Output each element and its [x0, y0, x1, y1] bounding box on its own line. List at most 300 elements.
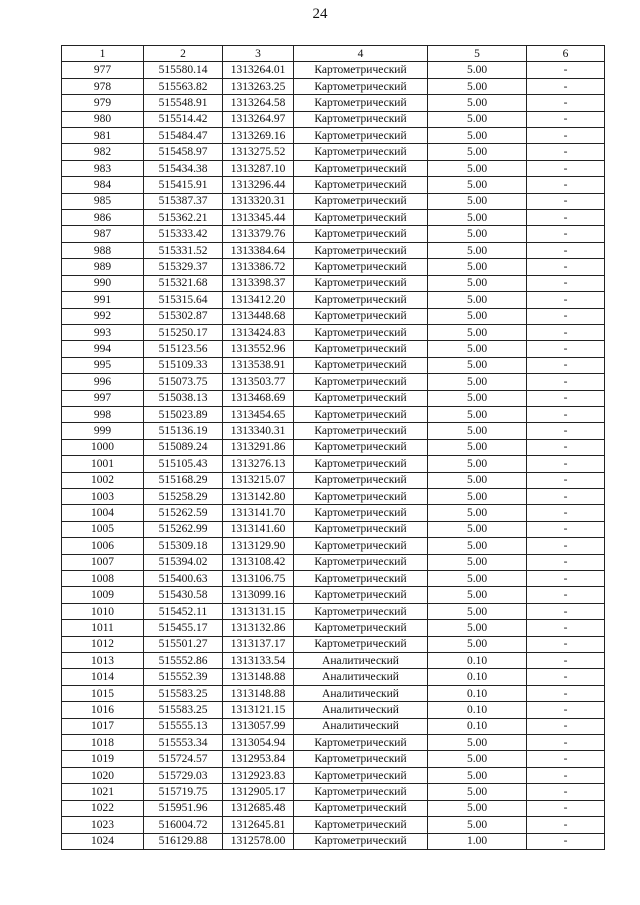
point-number-cell: 994	[62, 341, 144, 357]
table-row	[62, 390, 605, 406]
x-coordinate-cell: 515434.38	[144, 160, 223, 176]
page-number: 24	[312, 6, 328, 22]
description-cell: -	[527, 571, 605, 587]
point-number-cell: 1004	[62, 505, 144, 521]
point-number-cell: 1000	[62, 439, 144, 455]
table-row	[62, 620, 605, 636]
method-cell: Аналитический	[294, 669, 428, 685]
table-row	[62, 242, 605, 258]
x-coordinate-cell: 515315.64	[144, 292, 223, 308]
method-cell: Картометрический	[294, 472, 428, 488]
description-cell: -	[527, 390, 605, 406]
y-coordinate-cell: 1313276.13	[223, 456, 294, 472]
table-body	[62, 62, 605, 850]
accuracy-cell: 5.00	[428, 784, 527, 800]
method-cell: Картометрический	[294, 538, 428, 554]
y-coordinate-cell: 1313121.15	[223, 702, 294, 718]
table-row	[62, 603, 605, 619]
point-number-cell: 985	[62, 193, 144, 209]
method-cell: Картометрический	[294, 800, 428, 816]
table-row	[62, 439, 605, 455]
x-coordinate-cell: 515362.21	[144, 210, 223, 226]
accuracy-cell: 5.00	[428, 275, 527, 291]
point-number-cell: 983	[62, 160, 144, 176]
description-cell: -	[527, 226, 605, 242]
point-number-cell: 1003	[62, 488, 144, 504]
y-coordinate-cell: 1313264.01	[223, 62, 294, 78]
accuracy-cell: 5.00	[428, 571, 527, 587]
description-cell: -	[527, 653, 605, 669]
method-cell: Картометрический	[294, 226, 428, 242]
column-header: 4	[294, 46, 428, 62]
description-cell: -	[527, 406, 605, 422]
accuracy-cell: 5.00	[428, 472, 527, 488]
accuracy-cell: 5.00	[428, 357, 527, 373]
point-number-cell: 999	[62, 423, 144, 439]
description-cell: -	[527, 193, 605, 209]
accuracy-cell: 5.00	[428, 95, 527, 111]
point-number-cell: 1011	[62, 620, 144, 636]
point-number-cell: 1007	[62, 554, 144, 570]
point-number-cell: 1018	[62, 735, 144, 751]
x-coordinate-cell: 515400.63	[144, 571, 223, 587]
y-coordinate-cell: 1313379.76	[223, 226, 294, 242]
x-coordinate-cell: 515123.56	[144, 341, 223, 357]
point-number-cell: 1013	[62, 653, 144, 669]
table-row	[62, 784, 605, 800]
x-coordinate-cell: 515329.37	[144, 259, 223, 275]
point-number-cell: 1010	[62, 603, 144, 619]
x-coordinate-cell: 515333.42	[144, 226, 223, 242]
accuracy-cell: 5.00	[428, 488, 527, 504]
point-number-cell: 1014	[62, 669, 144, 685]
y-coordinate-cell: 1313345.44	[223, 210, 294, 226]
x-coordinate-cell: 515109.33	[144, 357, 223, 373]
description-cell: -	[527, 259, 605, 275]
table-row	[62, 62, 605, 78]
description-cell: -	[527, 603, 605, 619]
point-number-cell: 1017	[62, 718, 144, 734]
accuracy-cell: 5.00	[428, 505, 527, 521]
description-cell: -	[527, 685, 605, 701]
x-coordinate-cell: 515430.58	[144, 587, 223, 603]
x-coordinate-cell: 515563.82	[144, 78, 223, 94]
method-cell: Картометрический	[294, 242, 428, 258]
x-coordinate-cell: 515258.29	[144, 488, 223, 504]
point-number-cell: 1019	[62, 751, 144, 767]
accuracy-cell: 5.00	[428, 390, 527, 406]
x-coordinate-cell: 515555.13	[144, 718, 223, 734]
point-number-cell: 1009	[62, 587, 144, 603]
accuracy-cell: 5.00	[428, 292, 527, 308]
x-coordinate-cell: 515331.52	[144, 242, 223, 258]
description-cell: -	[527, 128, 605, 144]
point-number-cell: 1021	[62, 784, 144, 800]
x-coordinate-cell: 515580.14	[144, 62, 223, 78]
description-cell: -	[527, 620, 605, 636]
description-cell: -	[527, 636, 605, 652]
x-coordinate-cell: 515262.99	[144, 521, 223, 537]
x-coordinate-cell: 515553.34	[144, 735, 223, 751]
table-row	[62, 193, 605, 209]
y-coordinate-cell: 1313142.80	[223, 488, 294, 504]
point-number-cell: 979	[62, 95, 144, 111]
method-cell: Аналитический	[294, 653, 428, 669]
point-number-cell: 1015	[62, 685, 144, 701]
y-coordinate-cell: 1313275.52	[223, 144, 294, 160]
x-coordinate-cell: 515394.02	[144, 554, 223, 570]
y-coordinate-cell: 1313129.90	[223, 538, 294, 554]
method-cell: Картометрический	[294, 406, 428, 422]
description-cell: -	[527, 669, 605, 685]
table-row	[62, 538, 605, 554]
point-number-cell: 998	[62, 406, 144, 422]
point-number-cell: 1020	[62, 767, 144, 783]
accuracy-cell: 5.00	[428, 62, 527, 78]
accuracy-cell: 5.00	[428, 144, 527, 160]
point-number-cell: 1002	[62, 472, 144, 488]
table-row	[62, 423, 605, 439]
method-cell: Картометрический	[294, 62, 428, 78]
table-row	[62, 767, 605, 783]
point-number-cell: 988	[62, 242, 144, 258]
accuracy-cell: 5.00	[428, 521, 527, 537]
y-coordinate-cell: 1313108.42	[223, 554, 294, 570]
point-number-cell: 1008	[62, 571, 144, 587]
point-number-cell: 995	[62, 357, 144, 373]
description-cell: -	[527, 144, 605, 160]
y-coordinate-cell: 1312953.84	[223, 751, 294, 767]
method-cell: Картометрический	[294, 259, 428, 275]
method-cell: Картометрический	[294, 308, 428, 324]
column-header: 6	[527, 46, 605, 62]
description-cell: -	[527, 341, 605, 357]
x-coordinate-cell: 515724.57	[144, 751, 223, 767]
x-coordinate-cell: 516129.88	[144, 833, 223, 849]
x-coordinate-cell: 515136.19	[144, 423, 223, 439]
y-coordinate-cell: 1313552.96	[223, 341, 294, 357]
y-coordinate-cell: 1313148.88	[223, 669, 294, 685]
x-coordinate-cell: 516004.72	[144, 817, 223, 833]
method-cell: Картометрический	[294, 374, 428, 390]
x-coordinate-cell: 515455.17	[144, 620, 223, 636]
method-cell: Картометрический	[294, 603, 428, 619]
x-coordinate-cell: 515302.87	[144, 308, 223, 324]
description-cell: -	[527, 587, 605, 603]
point-number-cell: 1012	[62, 636, 144, 652]
method-cell: Картометрический	[294, 767, 428, 783]
table-row	[62, 95, 605, 111]
description-cell: -	[527, 751, 605, 767]
table-row	[62, 210, 605, 226]
point-number-cell: 996	[62, 374, 144, 390]
table-row	[62, 735, 605, 751]
table-row	[62, 78, 605, 94]
y-coordinate-cell: 1313137.17	[223, 636, 294, 652]
description-cell: -	[527, 423, 605, 439]
coordinates-table	[61, 45, 605, 850]
table-row	[62, 521, 605, 537]
method-cell: Картометрический	[294, 111, 428, 127]
method-cell: Картометрический	[294, 587, 428, 603]
y-coordinate-cell: 1313386.72	[223, 259, 294, 275]
x-coordinate-cell: 515262.59	[144, 505, 223, 521]
x-coordinate-cell: 515729.03	[144, 767, 223, 783]
method-cell: Картометрический	[294, 275, 428, 291]
table-row	[62, 571, 605, 587]
method-cell: Картометрический	[294, 505, 428, 521]
table-row	[62, 751, 605, 767]
table-row	[62, 160, 605, 176]
y-coordinate-cell: 1313296.44	[223, 177, 294, 193]
method-cell: Картометрический	[294, 128, 428, 144]
table-row	[62, 800, 605, 816]
point-number-cell: 992	[62, 308, 144, 324]
point-number-cell: 991	[62, 292, 144, 308]
table-row	[62, 488, 605, 504]
y-coordinate-cell: 1312923.83	[223, 767, 294, 783]
description-cell: -	[527, 488, 605, 504]
accuracy-cell: 5.00	[428, 128, 527, 144]
accuracy-cell: 5.00	[428, 423, 527, 439]
x-coordinate-cell: 515105.43	[144, 456, 223, 472]
accuracy-cell: 5.00	[428, 341, 527, 357]
table-row	[62, 636, 605, 652]
column-header: 1	[62, 46, 144, 62]
y-coordinate-cell: 1313131.15	[223, 603, 294, 619]
point-number-cell: 978	[62, 78, 144, 94]
x-coordinate-cell: 515250.17	[144, 324, 223, 340]
y-coordinate-cell: 1313384.64	[223, 242, 294, 258]
description-cell: -	[527, 374, 605, 390]
table-row	[62, 144, 605, 160]
table-row	[62, 275, 605, 291]
table-row	[62, 177, 605, 193]
description-cell: -	[527, 242, 605, 258]
y-coordinate-cell: 1313054.94	[223, 735, 294, 751]
x-coordinate-cell: 515038.13	[144, 390, 223, 406]
description-cell: -	[527, 784, 605, 800]
column-header: 5	[428, 46, 527, 62]
accuracy-cell: 1.00	[428, 833, 527, 849]
accuracy-cell: 5.00	[428, 242, 527, 258]
y-coordinate-cell: 1313287.10	[223, 160, 294, 176]
column-header: 2	[144, 46, 223, 62]
accuracy-cell: 5.00	[428, 406, 527, 422]
x-coordinate-cell: 515552.86	[144, 653, 223, 669]
method-cell: Картометрический	[294, 554, 428, 570]
x-coordinate-cell: 515168.29	[144, 472, 223, 488]
point-number-cell: 1024	[62, 833, 144, 849]
point-number-cell: 986	[62, 210, 144, 226]
point-number-cell: 1016	[62, 702, 144, 718]
accuracy-cell: 5.00	[428, 111, 527, 127]
y-coordinate-cell: 1313215.07	[223, 472, 294, 488]
description-cell: -	[527, 521, 605, 537]
accuracy-cell: 5.00	[428, 226, 527, 242]
method-cell: Картометрический	[294, 735, 428, 751]
table-row	[62, 374, 605, 390]
y-coordinate-cell: 1313538.91	[223, 357, 294, 373]
method-cell: Картометрический	[294, 571, 428, 587]
description-cell: -	[527, 160, 605, 176]
y-coordinate-cell: 1312645.81	[223, 817, 294, 833]
point-number-cell: 990	[62, 275, 144, 291]
x-coordinate-cell: 515387.37	[144, 193, 223, 209]
method-cell: Картометрический	[294, 833, 428, 849]
point-number-cell: 993	[62, 324, 144, 340]
accuracy-cell: 5.00	[428, 324, 527, 340]
table-header-row	[62, 46, 605, 62]
point-number-cell: 977	[62, 62, 144, 78]
description-cell: -	[527, 472, 605, 488]
x-coordinate-cell: 515951.96	[144, 800, 223, 816]
x-coordinate-cell: 515484.47	[144, 128, 223, 144]
y-coordinate-cell: 1313448.68	[223, 308, 294, 324]
accuracy-cell: 5.00	[428, 636, 527, 652]
accuracy-cell: 5.00	[428, 817, 527, 833]
method-cell: Картометрический	[294, 521, 428, 537]
accuracy-cell: 5.00	[428, 308, 527, 324]
accuracy-cell: 5.00	[428, 587, 527, 603]
description-cell: -	[527, 554, 605, 570]
point-number-cell: 1006	[62, 538, 144, 554]
method-cell: Картометрический	[294, 817, 428, 833]
description-cell: -	[527, 62, 605, 78]
accuracy-cell: 5.00	[428, 620, 527, 636]
y-coordinate-cell: 1313269.16	[223, 128, 294, 144]
accuracy-cell: 5.00	[428, 603, 527, 619]
description-cell: -	[527, 800, 605, 816]
table-row	[62, 259, 605, 275]
y-coordinate-cell: 1313099.16	[223, 587, 294, 603]
table-row	[62, 292, 605, 308]
accuracy-cell: 5.00	[428, 439, 527, 455]
description-cell: -	[527, 95, 605, 111]
method-cell: Картометрический	[294, 160, 428, 176]
table-row	[62, 341, 605, 357]
method-cell: Картометрический	[294, 78, 428, 94]
table-row	[62, 128, 605, 144]
point-number-cell: 1023	[62, 817, 144, 833]
description-cell: -	[527, 357, 605, 373]
y-coordinate-cell: 1313291.86	[223, 439, 294, 455]
accuracy-cell: 0.10	[428, 685, 527, 701]
table-row	[62, 226, 605, 242]
method-cell: Картометрический	[294, 95, 428, 111]
description-cell: -	[527, 78, 605, 94]
y-coordinate-cell: 1313340.31	[223, 423, 294, 439]
accuracy-cell: 0.10	[428, 702, 527, 718]
y-coordinate-cell: 1313398.37	[223, 275, 294, 291]
x-coordinate-cell: 515023.89	[144, 406, 223, 422]
method-cell: Картометрический	[294, 292, 428, 308]
x-coordinate-cell: 515458.97	[144, 144, 223, 160]
table-row	[62, 505, 605, 521]
x-coordinate-cell: 515552.39	[144, 669, 223, 685]
y-coordinate-cell: 1313141.70	[223, 505, 294, 521]
accuracy-cell: 5.00	[428, 259, 527, 275]
y-coordinate-cell: 1313412.20	[223, 292, 294, 308]
accuracy-cell: 0.10	[428, 718, 527, 734]
accuracy-cell: 5.00	[428, 210, 527, 226]
method-cell: Картометрический	[294, 324, 428, 340]
description-cell: -	[527, 817, 605, 833]
description-cell: -	[527, 702, 605, 718]
table-row	[62, 308, 605, 324]
description-cell: -	[527, 538, 605, 554]
x-coordinate-cell: 515321.68	[144, 275, 223, 291]
method-cell: Картометрический	[294, 193, 428, 209]
table-row	[62, 833, 605, 849]
table-row	[62, 357, 605, 373]
method-cell: Картометрический	[294, 390, 428, 406]
point-number-cell: 997	[62, 390, 144, 406]
method-cell: Картометрический	[294, 456, 428, 472]
description-cell: -	[527, 210, 605, 226]
table-row	[62, 653, 605, 669]
point-number-cell: 987	[62, 226, 144, 242]
accuracy-cell: 0.10	[428, 669, 527, 685]
description-cell: -	[527, 177, 605, 193]
point-number-cell: 1022	[62, 800, 144, 816]
x-coordinate-cell: 515548.91	[144, 95, 223, 111]
method-cell: Картометрический	[294, 423, 428, 439]
x-coordinate-cell: 515309.18	[144, 538, 223, 554]
table-row	[62, 685, 605, 701]
point-number-cell: 989	[62, 259, 144, 275]
y-coordinate-cell: 1313141.60	[223, 521, 294, 537]
x-coordinate-cell: 515501.27	[144, 636, 223, 652]
table-row	[62, 324, 605, 340]
y-coordinate-cell: 1313468.69	[223, 390, 294, 406]
method-cell: Аналитический	[294, 685, 428, 701]
description-cell: -	[527, 718, 605, 734]
description-cell: -	[527, 324, 605, 340]
accuracy-cell: 5.00	[428, 160, 527, 176]
y-coordinate-cell: 1313132.86	[223, 620, 294, 636]
y-coordinate-cell: 1313057.99	[223, 718, 294, 734]
table-row	[62, 718, 605, 734]
y-coordinate-cell: 1313424.83	[223, 324, 294, 340]
y-coordinate-cell: 1313503.77	[223, 374, 294, 390]
accuracy-cell: 5.00	[428, 177, 527, 193]
y-coordinate-cell: 1313106.75	[223, 571, 294, 587]
accuracy-cell: 5.00	[428, 78, 527, 94]
point-number-cell: 982	[62, 144, 144, 160]
point-number-cell: 1001	[62, 456, 144, 472]
table-row	[62, 702, 605, 718]
description-cell: -	[527, 439, 605, 455]
method-cell: Картометрический	[294, 341, 428, 357]
accuracy-cell: 5.00	[428, 735, 527, 751]
method-cell: Картометрический	[294, 784, 428, 800]
y-coordinate-cell: 1313264.58	[223, 95, 294, 111]
method-cell: Картометрический	[294, 636, 428, 652]
description-cell: -	[527, 833, 605, 849]
y-coordinate-cell: 1313264.97	[223, 111, 294, 127]
method-cell: Картометрический	[294, 620, 428, 636]
method-cell: Картометрический	[294, 488, 428, 504]
x-coordinate-cell: 515583.25	[144, 685, 223, 701]
method-cell: Картометрический	[294, 357, 428, 373]
y-coordinate-cell: 1312905.17	[223, 784, 294, 800]
x-coordinate-cell: 515089.24	[144, 439, 223, 455]
point-number-cell: 980	[62, 111, 144, 127]
description-cell: -	[527, 308, 605, 324]
accuracy-cell: 5.00	[428, 554, 527, 570]
description-cell: -	[527, 767, 605, 783]
